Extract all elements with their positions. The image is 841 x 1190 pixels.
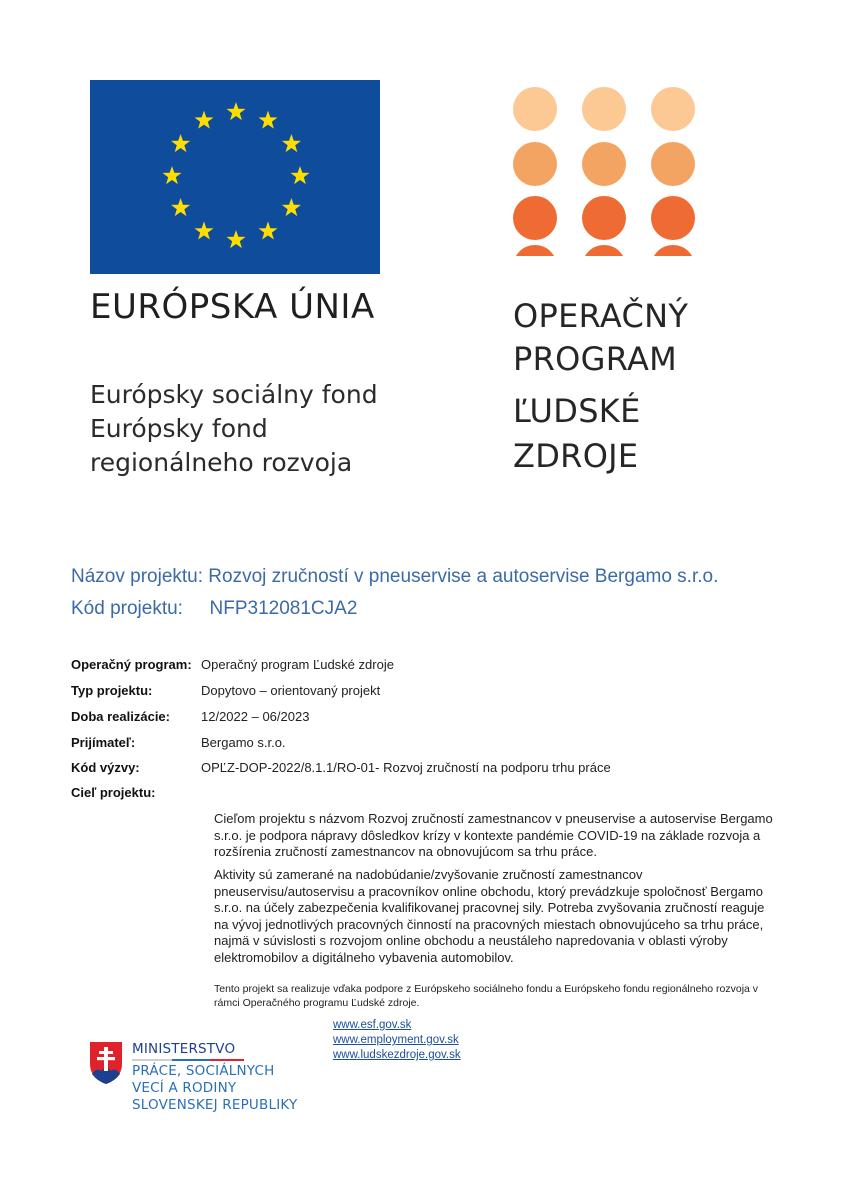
eu-flag-logo [90, 80, 380, 274]
detail-label: Doba realizácie: [71, 709, 170, 724]
eu-logo-subtitle-3: regionálneho rozvoja [90, 448, 353, 477]
eu-logo-title: EURÓPSKA ÚNIA [90, 287, 375, 327]
goal-paragraph-2: Aktivity sú zamerané na nadobúdanie/zvyšovanie zručností zamestnancov pneuservisu/autoservisu a pracovníkov online obchodu, ktorý prevádzkuje spoločnosť Bergamo s.r.o. na účely zabezpečenia kvalifikovanej pracovnej sily. Potreba zvyšovania zručností reaguje na vývoj jednotlivých pracovných činností na pracovných miestach obnovujúceho sa trhu práce, najmä v súvislosti s rozvojom online obchodu a neustáleho napredovania v oblasti výroby elektromobilov a digitálneho vybavenia automobilov. [214, 867, 765, 965]
op-dot [651, 245, 695, 256]
op-logo-line-3: ĽUDSKÉ [513, 392, 641, 430]
detail-value: Bergamo s.r.o. [201, 735, 286, 750]
eu-stars-ring [90, 80, 380, 274]
op-dot [651, 196, 695, 240]
op-logo-line-4: ZDROJE [513, 437, 639, 475]
detail-value: OPĽZ-DOP-2022/8.1.1/RO-01- Rozvoj zručností na podporu trhu práce [201, 760, 611, 775]
eu-logo-subtitle-1: Európsky sociálny fond [90, 380, 378, 409]
eu-star-icon [226, 102, 245, 120]
eu-star-icon [258, 221, 277, 239]
eu-star-icon [171, 134, 190, 152]
detail-label: Kód výzvy: [71, 760, 140, 775]
eu-star-icon [290, 166, 309, 184]
op-dots-logo [513, 86, 699, 256]
project-code-label: Kód projektu: [71, 598, 183, 619]
funding-footnote: Tento projekt sa realizuje vďaka podpore z Európskeho sociálneho fondu a Európskeho fondu regionálneho rozvoja v rámci Operačného programu Ľudské zdroje. [214, 983, 759, 1009]
detail-value: 12/2022 – 06/2023 [201, 709, 310, 724]
link-ludskezdroje[interactable]: www.ludskezdroje.gov.sk [333, 1049, 461, 1061]
op-dot [582, 142, 626, 186]
detail-label: Cieľ projektu: [71, 785, 156, 800]
eu-star-icon [258, 111, 277, 129]
eu-star-icon [282, 134, 301, 152]
eu-logo-subtitle-2: Európsky fond [90, 414, 268, 443]
project-code-value: NFP312081CJA2 [209, 598, 358, 619]
op-dot [582, 196, 626, 240]
detail-label: Typ projektu: [71, 683, 153, 698]
goal-paragraph-1: Cieľom projektu s názvom Rozvoj zručností zamestnancov v pneuservise a autoservise Bergamo s.r.o. je podpora nápravy dôsledkov krízy v kontexte pandémie COVID-19 na základe rozvoja a rozšírenia zručností zamestnancov na obnovujúcom sa trhu práce. [214, 811, 773, 860]
op-dot [651, 87, 695, 131]
op-dot [582, 245, 626, 256]
eu-star-icon [282, 198, 301, 216]
project-name [71, 566, 718, 588]
ministry-line-4: SLOVENSKEJ REPUBLIKY [132, 1097, 298, 1113]
op-logo-line-2: PROGRAM [513, 340, 678, 378]
op-dot [513, 87, 557, 131]
op-dot [513, 142, 557, 186]
eu-star-icon [162, 166, 181, 184]
project-name-value: Rozvoj zručností v pneuservise a autoservise Bergamo s.r.o. [208, 566, 719, 587]
op-dot [582, 87, 626, 131]
ministry-line-2: PRÁCE, SOCIÁLNYCH [132, 1063, 275, 1079]
op-dot [651, 142, 695, 186]
op-dot [513, 196, 557, 240]
ministry-line-1: MINISTERSTVO [132, 1041, 236, 1057]
eu-star-icon [194, 221, 213, 239]
ministry-line-3: VECÍ A RODINY [132, 1080, 237, 1096]
op-dot [513, 245, 557, 256]
ministry-tricolor-bar [132, 1059, 244, 1061]
op-logo-line-1: OPERAČNÝ [513, 297, 689, 335]
detail-label: Operačný program: [71, 657, 192, 672]
eu-star-icon [194, 111, 213, 129]
detail-value: Dopytovo – orientovaný projekt [201, 683, 381, 698]
project-name-label: Názov projektu: [71, 566, 204, 587]
link-employment[interactable]: www.employment.gov.sk [333, 1034, 459, 1046]
project-code [71, 598, 357, 620]
detail-label: Prijímateľ: [71, 735, 136, 750]
eu-star-icon [226, 230, 245, 248]
eu-star-icon [171, 198, 190, 216]
link-esf[interactable]: www.esf.gov.sk [333, 1019, 412, 1031]
slovak-coat-of-arms-icon [88, 1040, 124, 1086]
detail-value: Operačný program Ľudské zdroje [201, 657, 394, 672]
